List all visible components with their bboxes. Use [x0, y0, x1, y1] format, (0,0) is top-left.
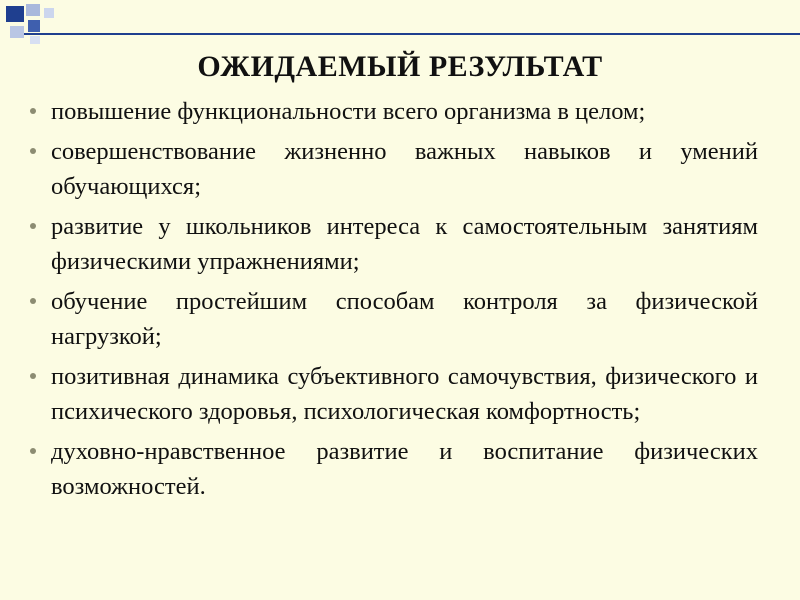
decor-square — [26, 4, 40, 16]
decorative-squares — [0, 0, 60, 48]
decor-square — [6, 6, 24, 22]
bullet-icon — [30, 298, 36, 304]
bullet-icon — [30, 108, 36, 114]
decor-square — [30, 36, 40, 44]
result-list — [30, 94, 758, 509]
list-item — [30, 134, 758, 204]
decor-square — [28, 20, 40, 32]
decor-square — [44, 8, 54, 18]
list-item — [30, 94, 758, 129]
list-item — [30, 284, 758, 354]
list-item-text: позитивная динамика субъективного самочувствия, физического и психического здоровья, психологическая комфортность; — [51, 363, 758, 425]
decor-square — [10, 26, 24, 38]
bullet-icon — [30, 448, 36, 454]
bullet-icon — [30, 373, 36, 379]
list-item-text: развитие у школьников интереса к самостоятельным занятиям физическими упражнениями; — [51, 213, 758, 275]
list-item-text: духовно-нравственное развитие и воспитание физических возможностей. — [51, 438, 758, 500]
list-item-text: совершенствование жизненно важных навыков и умений обучающихся; — [51, 138, 758, 200]
bullet-icon — [30, 223, 36, 229]
list-item — [30, 209, 758, 279]
slide-title: ОЖИДАЕМЫЙ РЕЗУЛЬТАТ — [197, 50, 603, 83]
bullet-icon — [30, 148, 36, 154]
list-item-text: повышение функциональности всего организма в целом; — [51, 98, 646, 125]
list-item-text: обучение простейшим способам контроля за физической нагрузкой; — [51, 288, 758, 350]
list-item — [30, 359, 758, 429]
list-item — [30, 434, 758, 504]
header-divider-line — [24, 33, 800, 35]
